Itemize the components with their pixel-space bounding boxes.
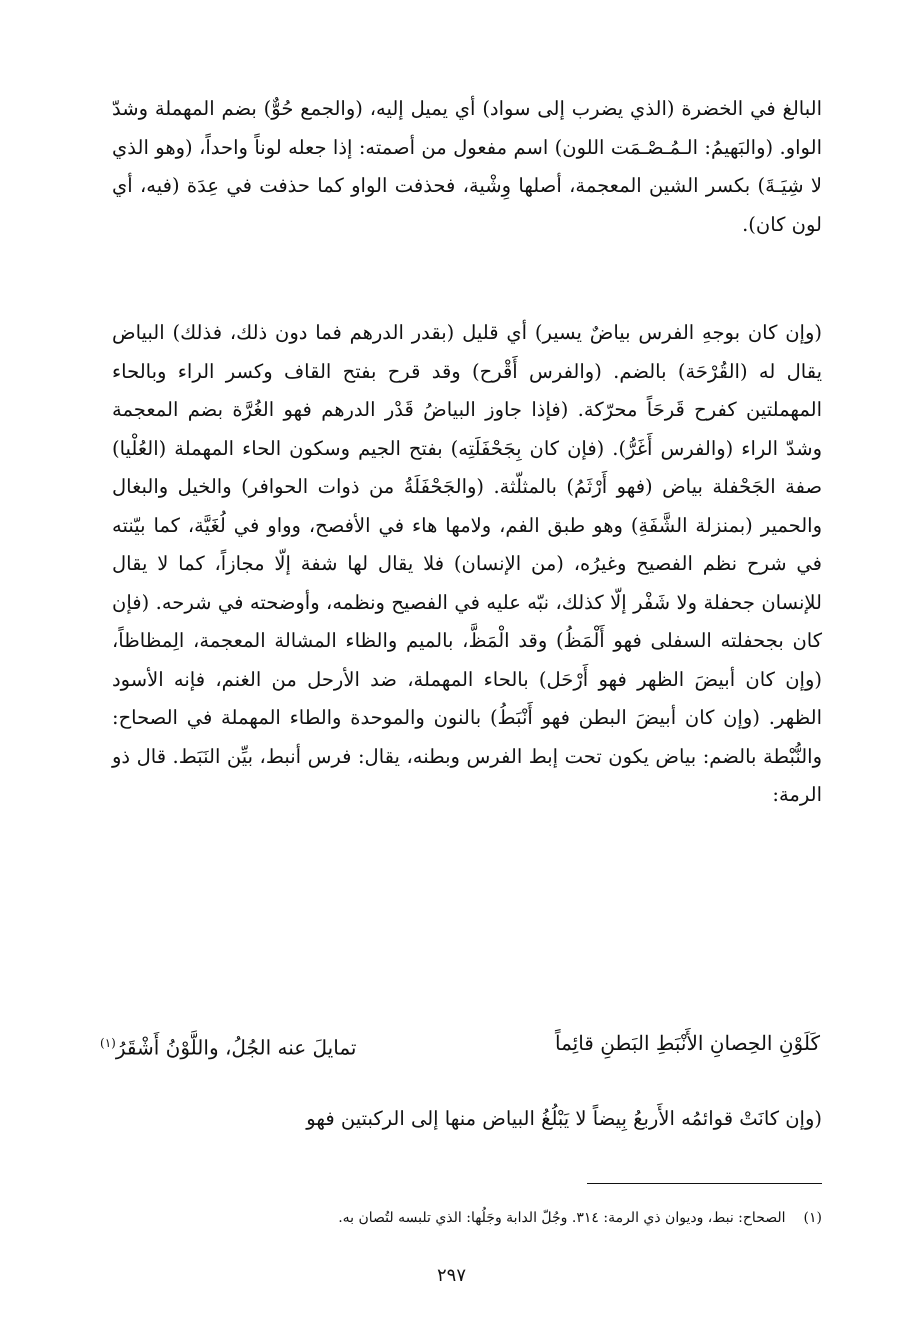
paragraph-1: البالغ في الخضرة (الذي يضرب إلى سواد) أي يميل إليه، (والجمع حُوٌّ) بضم المهملة وشدّ الواو. (والبَهيمُ: الـمُـصْـمَت اللون) اسم مفعول من أصمته: إذا جعله لوناً واحداً، (وهو الذي لا شِيَـةَ) بكسر الشين المعجمة، أصلها وِشْية، فحذفت الواو كما حذفت في عِدَة (فيه، أي لون كان). <box>112 97 822 236</box>
footnote-marker: (١) <box>100 1036 116 1050</box>
continuation-line: (وإن كانَتْ قوائمُه الأَربعُ بِيضاً لا يَبْلُغُ البياض منها إلى الركبتين فهو <box>306 1107 822 1130</box>
footnote <box>112 1206 822 1230</box>
footnote-number: (١) <box>803 1210 822 1226</box>
verse-second-hemistich-text: تمايلَ عنه الجُلُ، واللَّوْنُ أَشْقَرُ <box>115 1035 357 1060</box>
footnote-text: الصحاح: نبط، وديوان ذي الرمة: ٣١٤. وجُلّ الدابة وجَلُها: الذي تلبسه لتُصان به. <box>338 1210 786 1226</box>
verse-second-hemistich <box>100 1028 356 1063</box>
page-number: ٢٩٧ <box>436 1265 466 1286</box>
footnote-divider <box>587 1183 822 1184</box>
verse-first-hemistich: كَلَوْنِ الحِصانِ الأَنْبَطِ البَطنِ قائِماً <box>554 1031 820 1055</box>
paragraph-2: (وإن كان بوجهِ الفرس بياضٌ يسير) أي قليل (بقدر الدرهم فما دون ذلك، فذلك) البياض يقال له (القُرْحَة) بالضم. (والفرس أَقْرح) وقد قرح بفتح القاف وكسر الراء وبالحاء المهملتين كفرح قَرحَاً محرّكة. (فإذا جاوز البياضُ قَدْر الدرهم فهو الغُرَّة بضم المعجمة وشدّ الراء (والفرس أَغَرُّ). (فإن كان بِجَحْفَلَتِه) بفتح الجيم وسكون الحاء المهملة (العُلْيا) صفة الجَحْفلة بياض (فهو أَرْثَمُ) بالمثلّثة. (والجَحْفَلَةُ من ذوات الحوافر) والخيل والبغال والحمير (بمنزلة الشَّفَةِ) وهو طبق الفم، ولامها هاء في الأفصح، وواو في لُغَيَّة، كما بيّنته في شرح نظم الفصيح وغيرُه، (من الإنسان) فلا يقال لها شفة إلّا مجازاً، كما لا يقال للإنسان جحفلة ولا شَفْر إلّا كذلك، نبّه عليه في الفصيح ونظمه، وأوضحته في شرحه. (فإن كان بجحفلته السفلى فهو أَلْمَظُ) وقد الْمَظَّ، بالميم والظاء المشالة المعجمة، الِمظاظاً، (وإن كان أبيضَ الظهر فهو أَرْحَل) بالحاء المهملة، ضد الأرحل من الغنم، فإنه الأسود الظهر. (وإن كان أبيضَ البطن فهو أَنْبَطُ) بالنون والموحدة والطاء المهملة في الصحاح: والنُّبْطة بالضم: بياض يكون تحت إبط الفرس وبطنه، يقال: فرس أنبط، بيِّن النَبَط. قال ذو الرمة: <box>112 321 823 806</box>
